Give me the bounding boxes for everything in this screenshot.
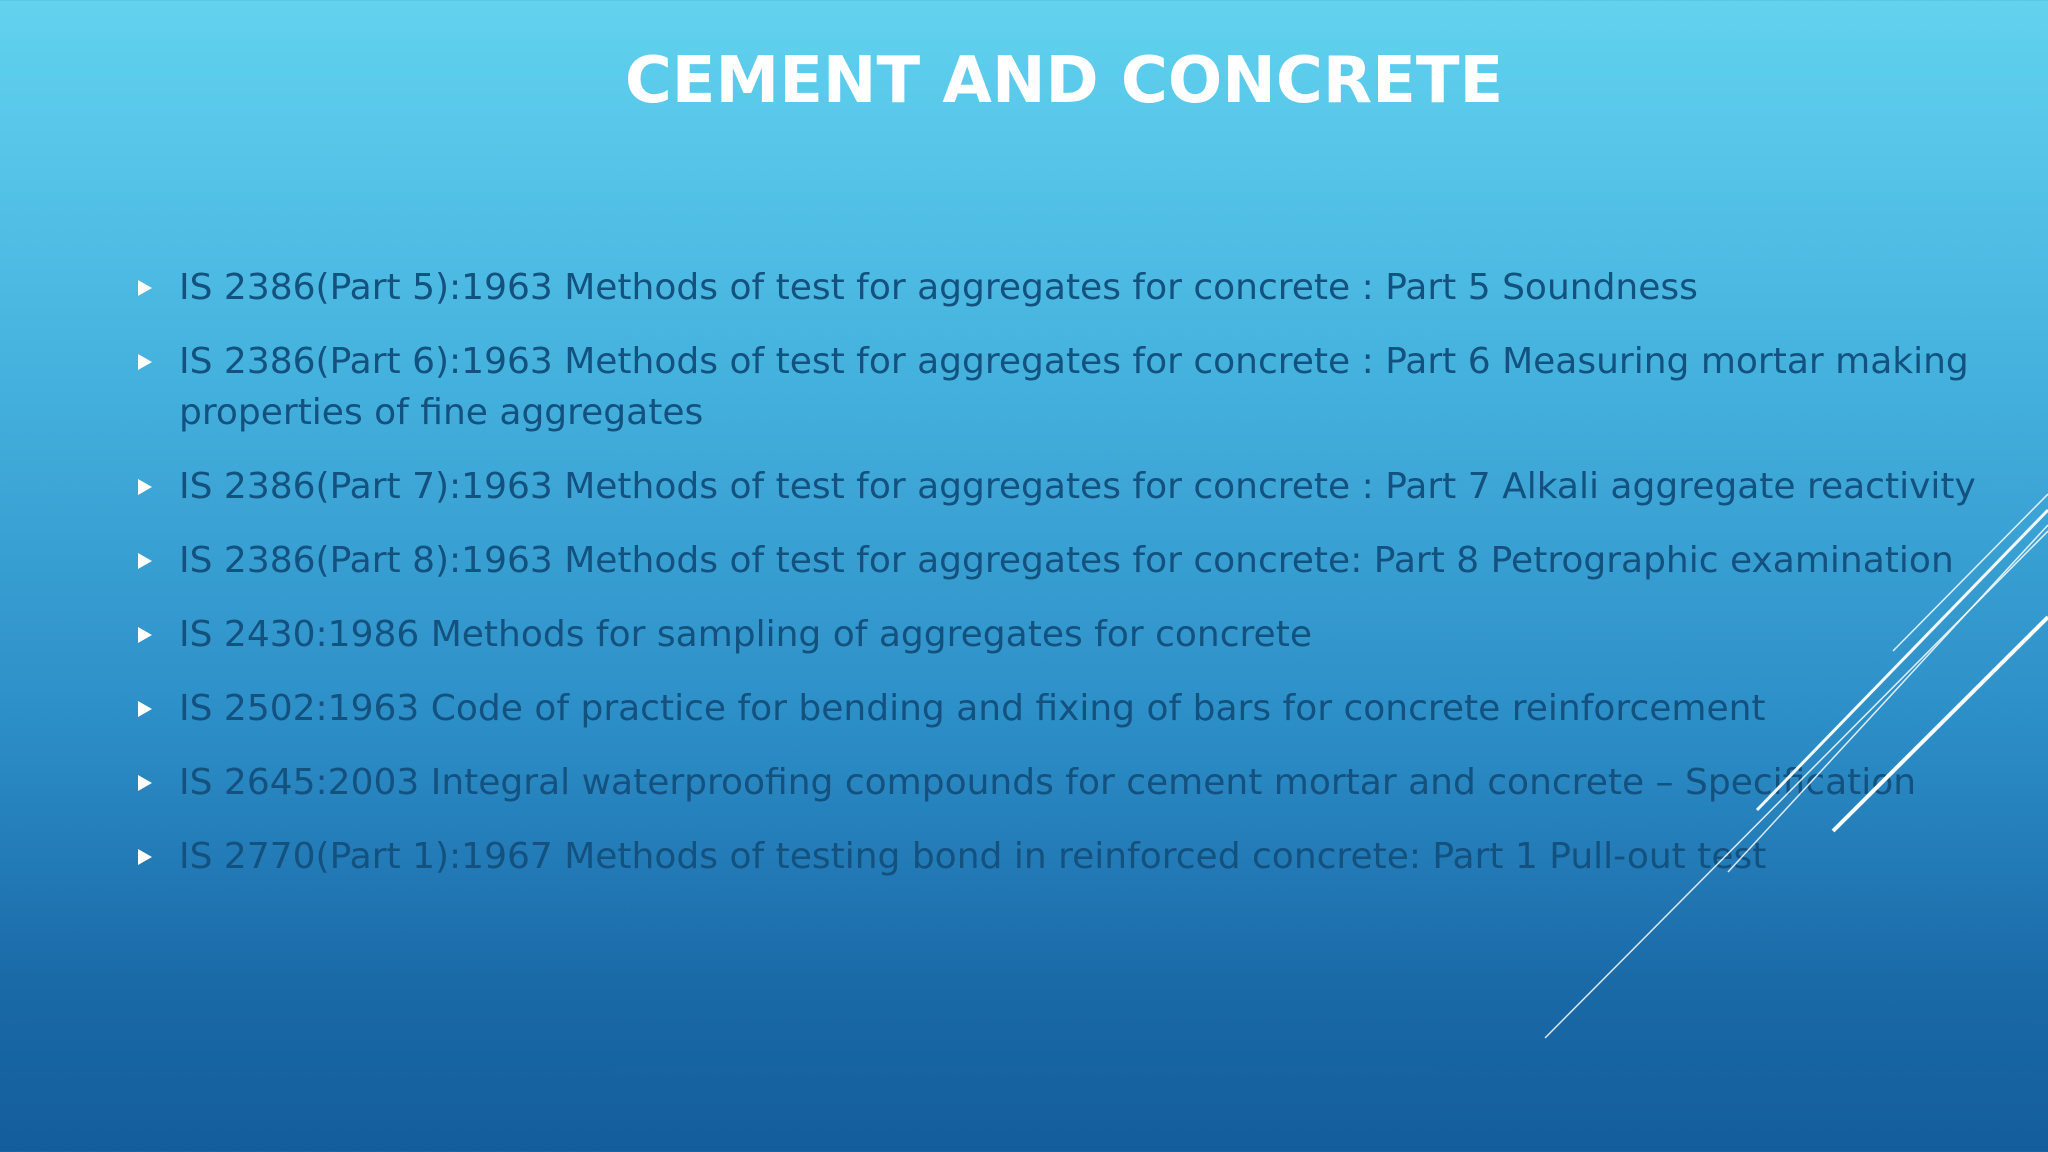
bullet-text: IS 2386(Part 8):1963 Methods of test for aggregates for concrete: Part 8 Petrographic examination [179,540,1954,581]
bullet-text: IS 2386(Part 5):1963 Methods of test for aggregates for concrete : Part 5 Soundness [179,267,1698,308]
bullet-text: IS 2645:2003 Integral waterproofing compounds for cement mortar and concrete – Specification [179,762,1917,803]
bullet-text: IS 2770(Part 1):1967 Methods of testing bond in reinforced concrete: Part 1 Pull-out test [179,836,1767,877]
bullet-text: IS 2386(Part 6):1963 Methods of test for aggregates for concrete : Part 6 Measuring mortar making properties of fine aggregates [179,341,1969,433]
decor-line [1893,494,2048,651]
slide-title: CEMENT AND CONCRETE [624,44,1504,118]
bullet-text: IS 2502:1963 Code of practice for bending and fixing of bars for concrete reinforcement [179,688,1766,729]
bullet-text: IS 2430:1986 Methods for sampling of aggregates for concrete [179,614,1312,655]
decor-line [1545,531,2048,1038]
bullet-text: IS 2386(Part 7):1963 Methods of test for aggregates for concrete : Part 7 Alkali aggregate reactivity [179,466,1976,507]
decor-line [1728,525,2048,872]
